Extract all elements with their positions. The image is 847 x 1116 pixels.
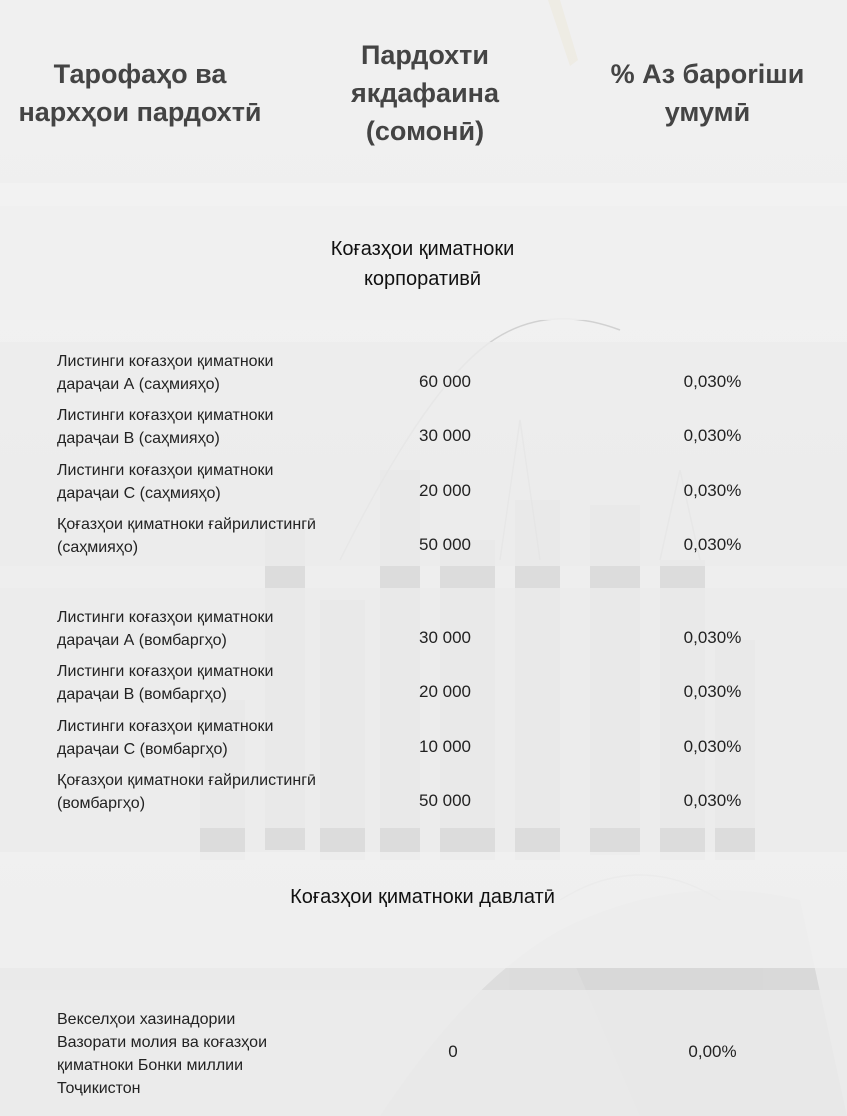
fee-amount: 50 000 bbox=[419, 791, 471, 810]
fee-amount: 30 000 bbox=[419, 628, 471, 647]
section-corporate bbox=[0, 206, 847, 320]
fee-percent: 0,030% bbox=[683, 682, 742, 701]
fee-amount: 20 000 bbox=[419, 682, 471, 701]
fee-type: Листинги коғазҳои қиматноки дараҷаи В (саҳмияҳо) bbox=[57, 407, 274, 447]
column-header-percent: % Аз бароriши умумӣ bbox=[610, 59, 805, 127]
fee-percent: 0,00% bbox=[688, 1042, 737, 1061]
table-row bbox=[0, 350, 847, 404]
fee-percent: 0,030% bbox=[683, 481, 742, 500]
fee-type: Қоғазҳои қиматноки ғайрилистингӣ (вомбаргҳо) bbox=[57, 772, 316, 812]
fee-amount: 60 000 bbox=[419, 372, 471, 391]
table-group-bonds bbox=[0, 588, 847, 828]
fee-percent: 0,030% bbox=[683, 628, 742, 647]
fee-percent: 0,030% bbox=[683, 535, 742, 554]
section-government bbox=[0, 852, 847, 968]
column-header-one-time-fee: Пардохти якдафаина (сомонӣ) bbox=[351, 40, 499, 146]
table-group-government bbox=[0, 990, 847, 1116]
section-title: Коғазҳои қиматноки корпоративӣ bbox=[330, 238, 515, 290]
table-row bbox=[0, 606, 847, 660]
fee-type: Листинги коғазҳои қиматноки дараҷаи С (вомбаргҳо) bbox=[57, 718, 274, 758]
fee-percent: 0,030% bbox=[683, 426, 742, 445]
fee-amount: 20 000 bbox=[419, 481, 471, 500]
column-header-types: Тарофаҳо ва нархҳои пардохтӣ bbox=[18, 59, 262, 127]
fee-type: Листинги коғазҳои қиматноки дараҷаи А (саҳмияҳо) bbox=[57, 353, 274, 393]
table-row bbox=[0, 769, 847, 823]
fee-amount: 10 000 bbox=[419, 737, 471, 756]
table-row bbox=[0, 513, 847, 567]
fee-percent: 0,030% bbox=[683, 791, 742, 810]
table-row bbox=[0, 459, 847, 513]
table-group-shares bbox=[0, 342, 847, 566]
fee-amount: 0 bbox=[448, 1042, 458, 1061]
fee-amount: 50 000 bbox=[419, 535, 471, 554]
fee-amount: 30 000 bbox=[419, 426, 471, 445]
table-row bbox=[0, 715, 847, 769]
table-header bbox=[0, 0, 847, 183]
fee-type: Қоғазҳои қиматноки ғайрилистингӣ (саҳмияҳо) bbox=[57, 516, 316, 556]
fee-percent: 0,030% bbox=[683, 372, 742, 391]
table-row bbox=[0, 1008, 847, 1108]
fee-type: Векселҳои хазинадории Вазорати молия ва коғазҳои қиматноки Бонки миллии Тоҷикистон bbox=[57, 1011, 267, 1097]
fee-percent: 0,030% bbox=[683, 737, 742, 756]
fee-type: Листинги коғазҳои қиматноки дараҷаи В (вомбаргҳо) bbox=[57, 663, 274, 703]
table-row bbox=[0, 660, 847, 714]
fee-type: Листинги коғазҳои қиматноки дараҷаи А (вомбаргҳо) bbox=[57, 609, 274, 649]
table-row bbox=[0, 404, 847, 458]
section-title: Коғазҳои қиматноки давлатӣ bbox=[290, 886, 555, 908]
fee-type: Листинги коғазҳои қиматноки дараҷаи С (саҳмияҳо) bbox=[57, 462, 274, 502]
